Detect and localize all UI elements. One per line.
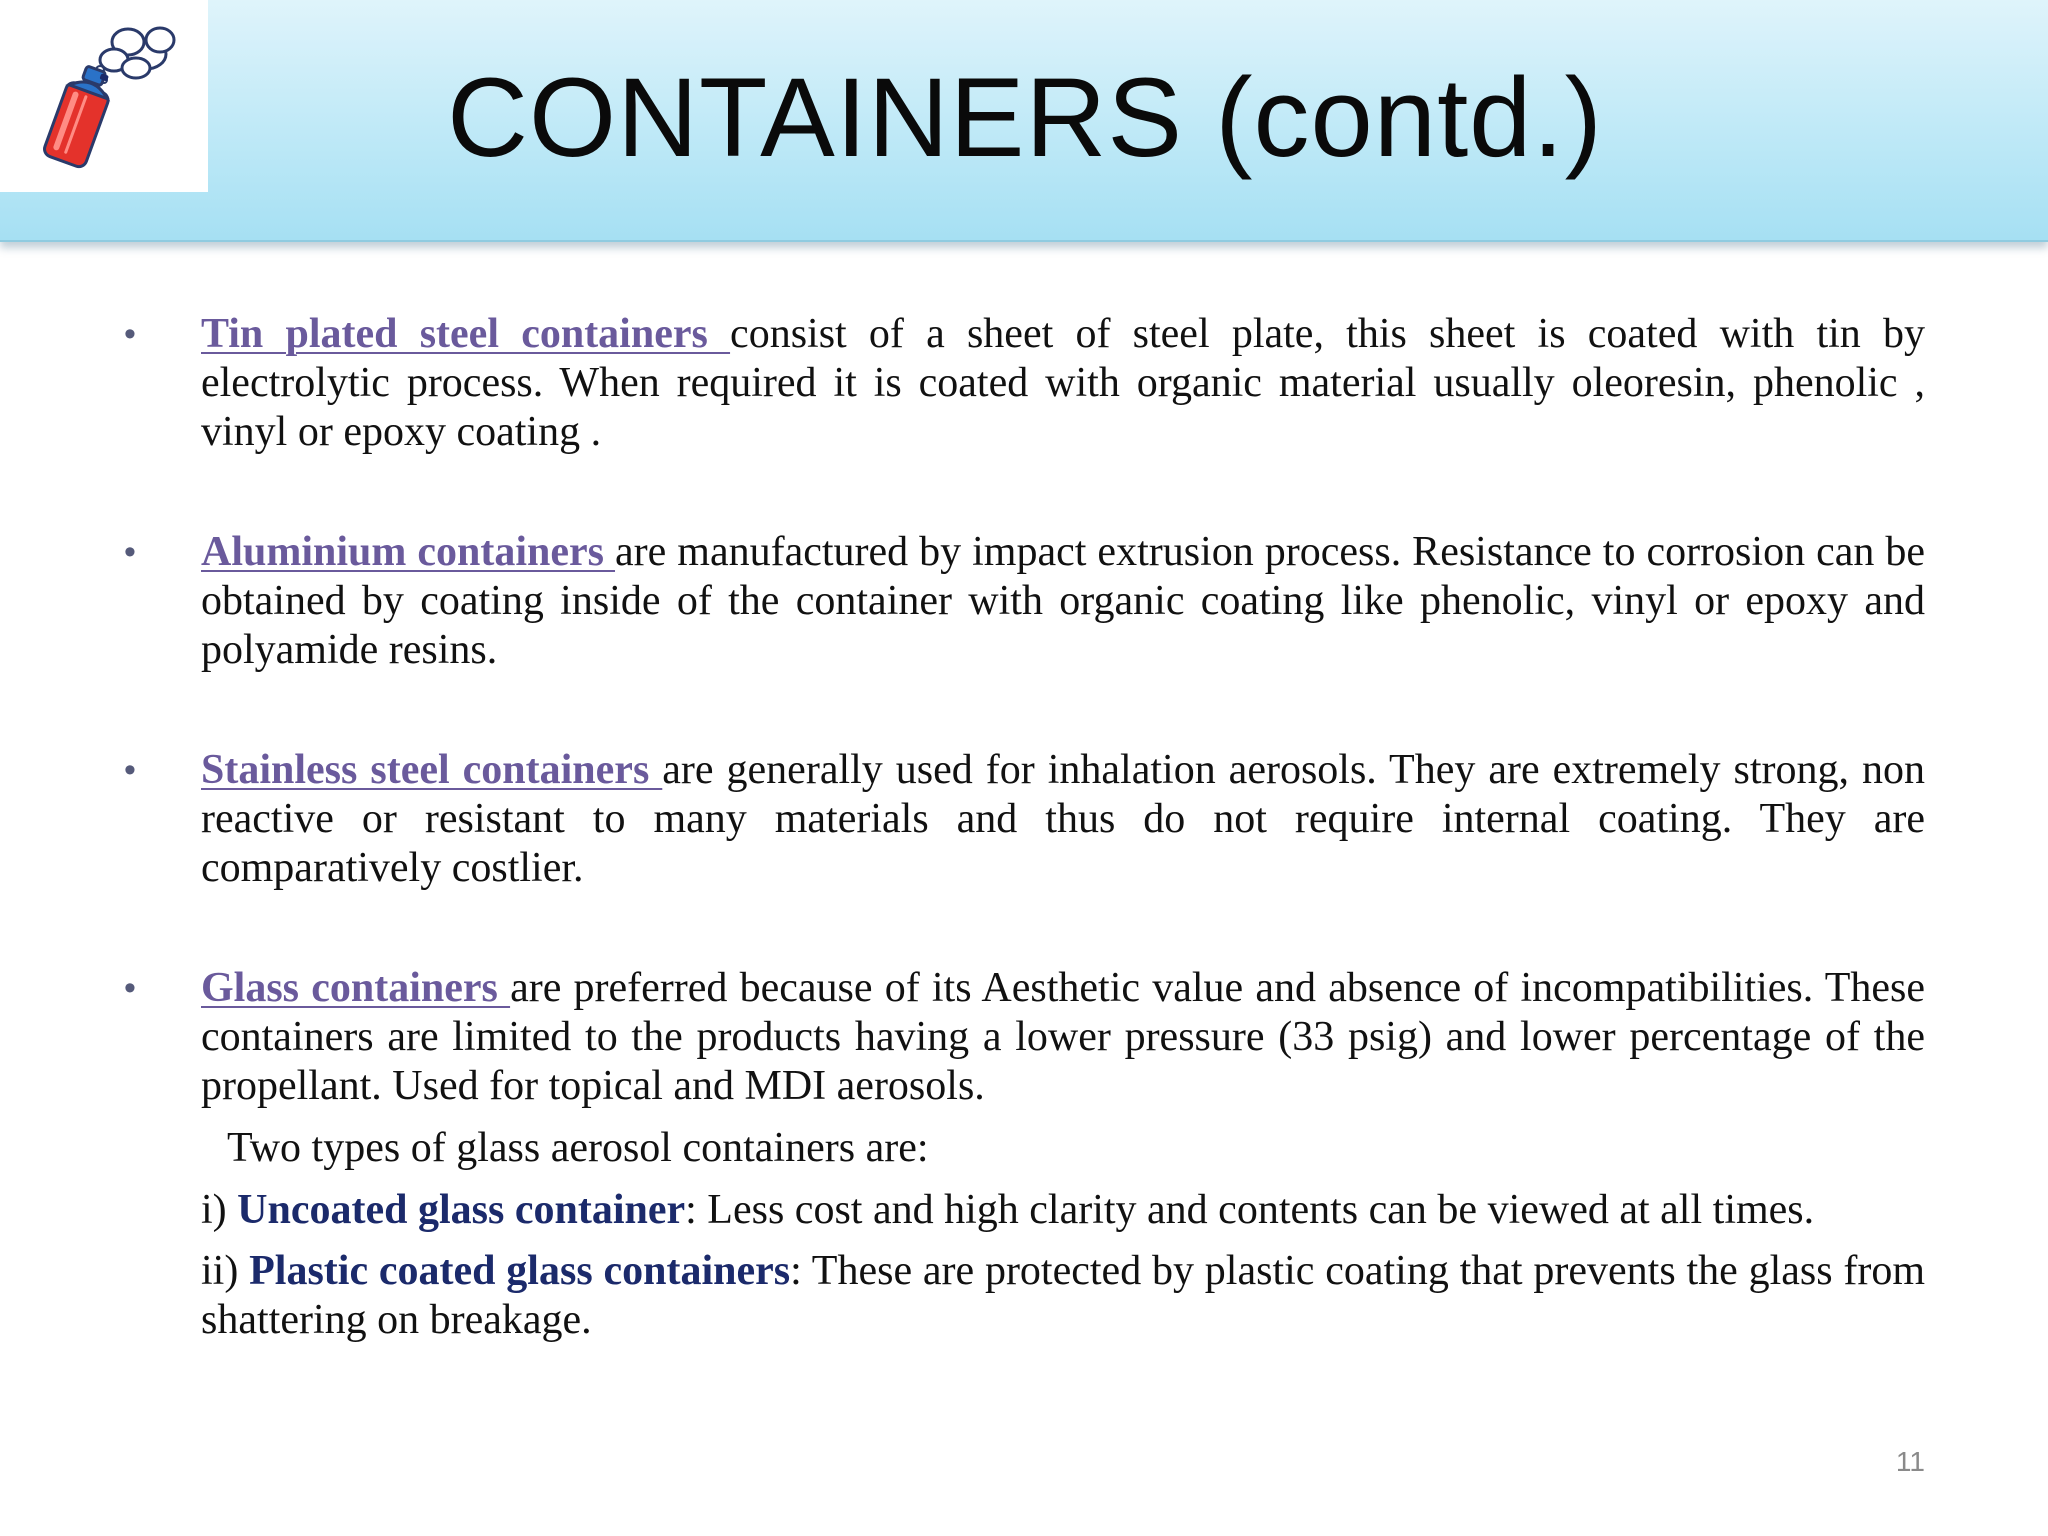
bullet-text: are generally used for inhalation aerosols. They are extremely strong, non reactive or resistant to many materials and thus do not require internal coating. They are comparatively costlier. — [201, 747, 1925, 891]
bullet-marker: • — [124, 533, 136, 571]
bullet-tin-plated-steel — [120, 310, 1925, 457]
term-tin-plated-steel: Tin plated steel containers — [201, 311, 731, 357]
term-aluminium: Aluminium containers — [201, 529, 616, 575]
glass-type-plastic-coated — [201, 1247, 1925, 1345]
bullet-text: consist of a sheet of steel plate, this sheet is coated with tin by electrolytic process. When required it is coated with organic material usually oleoresin, phenolic , vinyl or epoxy coating . — [201, 311, 1925, 455]
bullet-stainless-steel — [120, 746, 1925, 893]
logo — [0, 0, 208, 192]
bullet-marker: • — [124, 751, 136, 789]
term-plastic-coated-glass: Plastic coated glass containers — [249, 1248, 791, 1294]
page-title: CONTAINERS (contd.) — [447, 55, 1603, 180]
bullet-text: are manufactured by impact extrusion process. Resistance to corrosion can be obtained by coating inside of the container with organic coating like phenolic, vinyl or epoxy and polyamide resins. — [201, 529, 1925, 673]
title-banner — [0, 0, 2048, 242]
bullet-glass — [120, 964, 1925, 1111]
glass-type-uncoated — [201, 1186, 1925, 1235]
term-stainless-steel: Stainless steel containers — [201, 747, 663, 793]
page-number: 11 — [1895, 1446, 1925, 1477]
glass-type-text: : Less cost and high clarity and contents can be viewed at all times. — [685, 1187, 1815, 1233]
bullet-text: are preferred because of its Aesthetic value and absence of incompatibilities. These containers are limited to the products having a lower pressure (33 psig) and lower percentage of the propellant. Used for topical and MDI aerosols. — [201, 965, 1925, 1109]
content-body — [120, 310, 1925, 1357]
bullet-marker: • — [124, 315, 136, 353]
bullet-marker: • — [124, 969, 136, 1007]
list-index: i) — [201, 1187, 238, 1233]
list-index: ii) — [201, 1248, 250, 1294]
term-uncoated-glass: Uncoated glass container — [237, 1187, 686, 1233]
bullet-aluminium — [120, 528, 1925, 675]
glass-type-text: : These are protected by plastic coating that prevents the glass from shattering on breakage. — [201, 1248, 1926, 1343]
glass-types-intro: Two types of glass aerosol containers are: — [227, 1125, 929, 1171]
aerosol-spray-can-icon — [28, 20, 178, 170]
term-glass: Glass containers — [201, 965, 511, 1011]
